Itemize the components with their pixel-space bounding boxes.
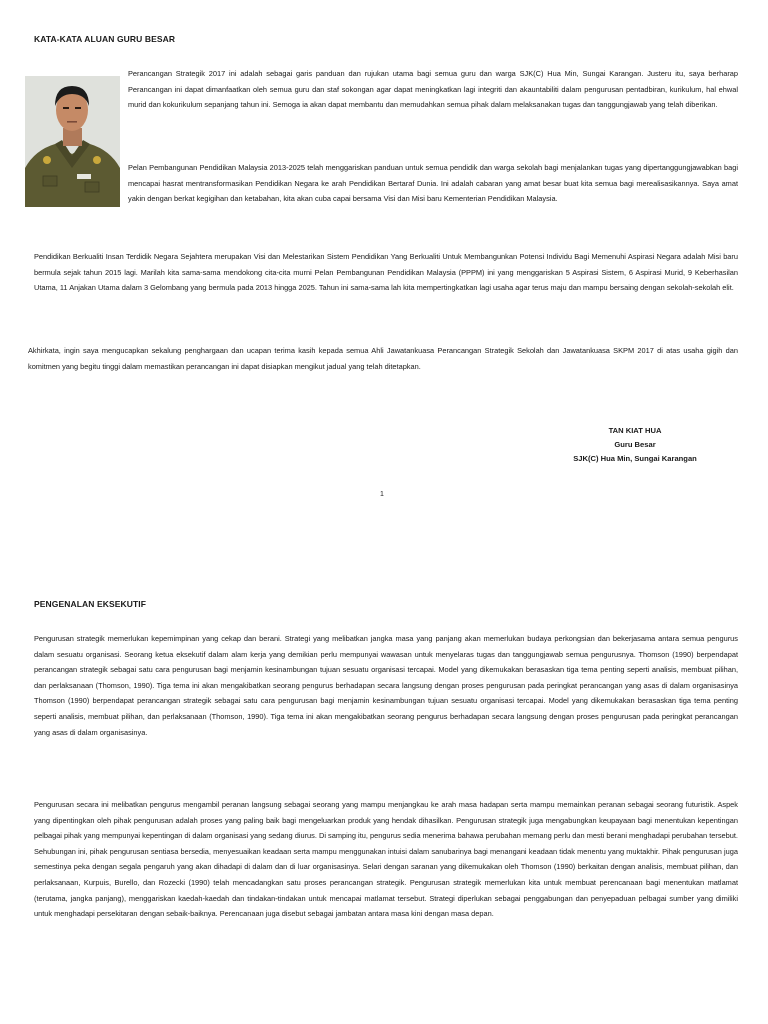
intro-paragraph-3: Pendidikan Berkualiti Insan Terdidik Negara Sejahtera merupakan Visi dan Melestarikan Sistem Pendidikan Yang Berkualiti Untuk Membangunkan Potensi Individu Bagi Memenuhi Aspirasi Negara adalah Misi baru bermula sejak tahun 2015 lagi. Marilah kita sama-sama mendokong cita-cita murni Pelan Pembangunan Pendidikan Malaysia (PPPM) ini yang menggariskan 5 Aspirasi Sistem, 6 Aspirasi Murid, 9 Keberhasilan Utama, 11 Anjakan Utama dalam 3 Gelombang yang bermula pada 2013 hingga 2025. Tahun ini sama-sama lah kita mempertingkatkan lagi usaha agar terus maju dan mampu bersaing dengan sekolah-sekolah elit. [34, 252, 738, 293]
page-number: 1 [380, 491, 384, 498]
closing-paragraph: Akhirkata, ingin saya mengucapkan sekalung penghargaan dan ucapan terima kasih kepada semua Ahli Jawatankuasa Perancangan Strategik Sekolah dan Jawatankuasa SKPM 2017 di atas usaha gigih dan komitmen yang begitu tinggi dalam memastikan perancangan ini dapat disiapkan mengikut jadual yang telah ditetapkan. [28, 346, 738, 371]
signatory-name: TAN KIAT HUA [608, 426, 662, 435]
portrait-image [25, 76, 120, 207]
signatory-title: Guru Besar [614, 440, 656, 449]
executive-paragraph-1: Pengurusan strategik memerlukan kepemimpinan yang cekap dan berani. Strategi yang melibatkan jangka masa yang panjang akan memerlukan budaya perkongsian dan bekerjasama antara semua pengurus dalam sesuatu organisasi. Seorang ketua eksekutif dalam alam kerja yang demikian perlu mempunyai wawasan untuk menyelaras tugas dan tanggungjawab semua pengurusnya. Thomson (1990) berpendapat perancangan strategik sebagai satu cara pengurusan bagi menjamin kesinambungan tujuan sesuatu organisasi tercapai. Model yang dikemukakan berasaskan tiga tema penting seperti analisis, membuat pilihan, dan perlaksanaan (Thomson, 1990). Tiga tema ini akan mengakibatkan seorang pengurus berhadapan secara langsung dengan proses pengurusan pada peringkat perancangan yang asas di dalam organisasinya Thomson (1990) berpendapat perancangan strategik sebagai satu cara pengurusan bagi menjamin kesinambungan tujuan sesuatu organisasi tercapai. Model yang dikemukakan berasaskan tiga tema penting seperti analisis, membuat pilihan, dan perlaksanaan (Thomson, 1990). Tiga tema ini akan mengakibatkan seorang pengurus berhadapan secara langsung dengan proses pengurusan pada peringkat perancangan yang asas di dalam organisasinya. [34, 634, 738, 737]
intro-paragraph-2: Pelan Pembangunan Pendidikan Malaysia 2013-2025 telah menggariskan panduan untuk semua pendidik dan warga sekolah bagi menjalankan tugas yang dipertanggungjawabkan bagi mencapai hasrat mentransformasikan Pendidikan Negara ke arah Pendidikan Bertaraf Dunia. Ini adalah cabaran yang amat besar buat kita semua bagi merealisasikannya. Saya amat yakin dengan berkat kegigihan dan ketabahan, kita akan cuba capai bersama Visi dan Misi baru Kementerian Pendidikan Malaysia. [128, 163, 738, 204]
headmaster-photo [25, 76, 120, 207]
executive-paragraph-2: Pengurusan secara ini melibatkan pengurus mengambil peranan langsung sebagai seorang yang mampu menjangkau ke arah masa hadapan serta mampu memainkan peranan sebagai seorang futuristik. Aspek yang dipentingkan oleh pihak pengurusan adalah proses yang paling baik bagi mengeluarkan produk yang hendak dihasilkan. Pengurusan strategik juga mengabungkan keupayaan bagi menentukan kepentingan pelbagai pihak yang mempunyai kepentingan di dalam organisasi yang sedang diurus. Di samping itu, pengurus sedia menerima bahawa perubahan memang perlu dan mesti berani menghadapi perubahan tersebut. Sehubungan ini, pihak pengurusan sentiasa bersedia, menyesuaikan keadaan serta mampu menggunakan intuisi dalam sanubarinya bagi menangani keadaan tidak menentu yang muktakhir. Pihak pengurusan juga semestinya peka dengan segala pengaruh yang akan dihadapi di dalam dan di luar organisasinya. Selari dengan saranan yang dikemukakan oleh Thomson (1990) berkaitan dengan analisis, membuat pilihan, dan perlaksanaan, Kurpuis, Burello, dan Rozecki (1990) telah mencadangkan satu proses perancangan strategik. Pengurusan strategik memerlukan kita untuk membuat perencanaan bagi menentukan matlamat (terutama, jangka panjang), menggariskan kaedah-kaedah dan tindakan-tindakan untuk mencapai matlamat tersebut. Strategi diperlukan sebagai penggabungan dan penyepaduan pelbagai sumber yang dimiliki untuk menghadapi persekitaran dengan sebaik-baiknya. Perencanaan juga disebut sebagai jambatan antara masa kini dengan masa depan. [34, 800, 738, 919]
signature-block [520, 424, 750, 466]
intro-paragraph-1: Perancangan Strategik 2017 ini adalah sebagai garis panduan dan rujukan utama bagi semua guru dan warga SJK(C) Hua Min, Sungai Karangan. Justeru itu, saya berharap Perancangan ini dapat dimanfaatkan oleh semua guru dan staf sokongan agar dapat meningkatkan lagi integriti dan akauntabiliti dalam pengurusan pentadbiran, kurikulum, hal ehwal murid dan kokurikulum sepanjang tahun ini. Semoga ia akan dapat membantu dan memudahkan semua pihak dalam melaksanakan tugas dan tanggungjawab yang telah diberikan. [128, 69, 738, 110]
signatory-school: SJK(C) Hua Min, Sungai Karangan [573, 454, 697, 463]
section-heading-kata-kata-aluan: KATA-KATA ALUAN GURU BESAR [34, 34, 176, 44]
section-heading-pengenalan-eksekutif: PENGENALAN EKSEKUTIF [34, 599, 147, 609]
